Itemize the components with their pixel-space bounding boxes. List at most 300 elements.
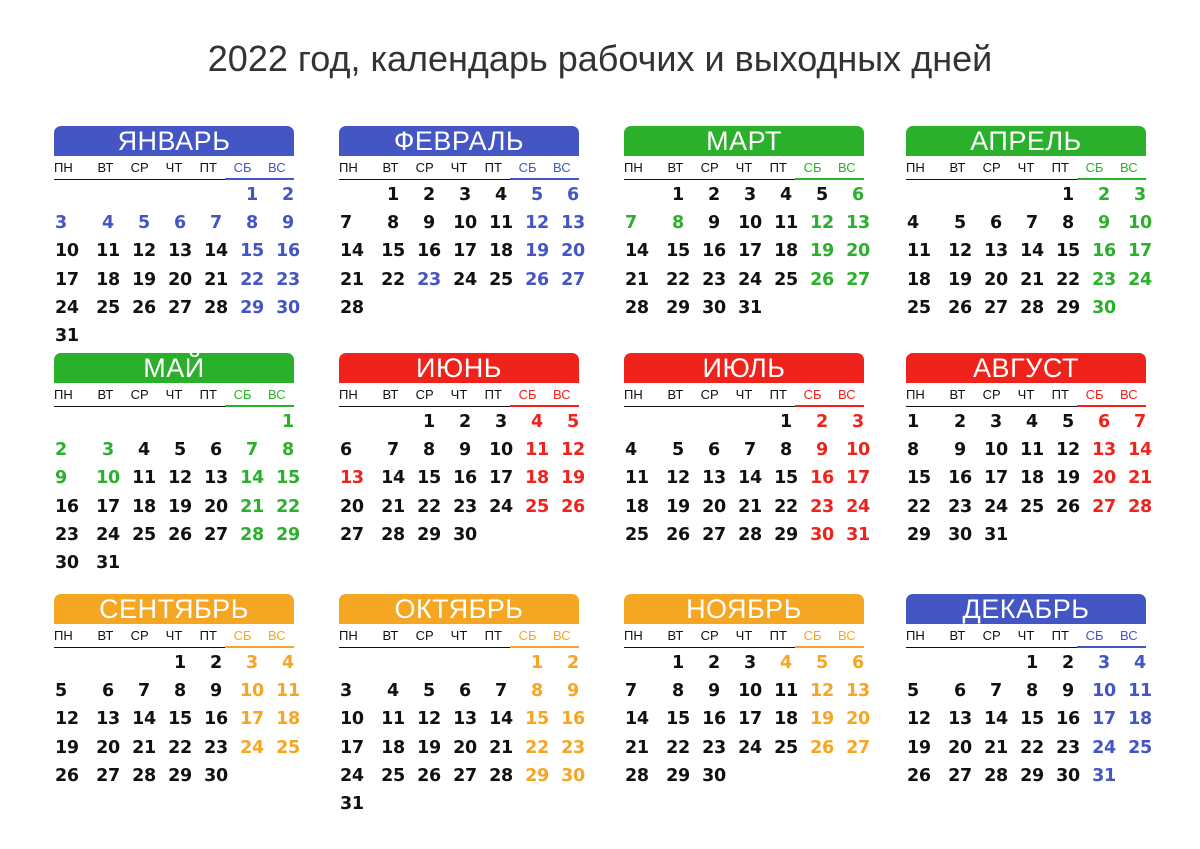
day-cell: 15 (417, 468, 441, 489)
weekday-label: СБ (510, 385, 544, 407)
day-cell: 4 (907, 213, 919, 234)
day-cell: 12 (561, 440, 585, 461)
day-cell: 23 (948, 496, 972, 517)
day-cell: 22 (774, 496, 798, 517)
day-cell: 12 (948, 241, 972, 262)
day-cell: 30 (276, 297, 300, 318)
empty-cell (339, 408, 375, 436)
weekday-label: ВТ (658, 626, 692, 648)
day-cell: 21 (625, 269, 649, 290)
empty-cell (54, 649, 90, 677)
empty-cell (375, 649, 411, 677)
weekday-label: ВТ (88, 158, 122, 180)
day-cell: 22 (381, 269, 405, 290)
day-cell: 15 (1020, 709, 1044, 730)
empty-cell (90, 649, 126, 677)
day-cell: 5 (531, 185, 543, 205)
weekday-label: ПТ (476, 385, 510, 407)
day-cell: 24 (489, 496, 513, 517)
day-cell: 19 (132, 269, 156, 290)
day-cell: 8 (780, 440, 792, 461)
day-cell: 2 (459, 412, 471, 432)
weekday-row (906, 385, 1146, 407)
day-cell: 23 (1056, 737, 1080, 758)
day-cell: 4 (282, 653, 294, 673)
days-grid (54, 181, 300, 350)
empty-cell (198, 181, 234, 209)
day-cell: 5 (174, 440, 186, 461)
day-cell: 25 (1020, 496, 1044, 517)
day-cell: 16 (561, 709, 585, 730)
day-cell: 17 (340, 737, 364, 758)
day-cell: 10 (340, 709, 364, 730)
day-cell: 14 (132, 709, 156, 730)
weekday-label: ВТ (88, 385, 122, 407)
day-cell: 26 (168, 524, 192, 545)
day-cell: 21 (738, 496, 762, 517)
day-cell: 20 (984, 269, 1008, 290)
day-cell: 22 (666, 737, 690, 758)
day-cell: 29 (907, 524, 931, 545)
day-cell: 28 (340, 297, 364, 318)
day-cell: 20 (702, 496, 726, 517)
days-grid (906, 649, 1152, 790)
day-cell: 1 (174, 653, 186, 673)
weekday-label: ЧТ (727, 385, 761, 407)
empty-cell (375, 408, 411, 436)
day-cell: 27 (340, 524, 364, 545)
day-cell: 1 (672, 653, 684, 673)
day-cell: 23 (276, 269, 300, 290)
day-cell: 17 (738, 709, 762, 730)
day-cell: 29 (240, 297, 264, 318)
day-cell: 28 (1128, 496, 1152, 517)
day-cell: 1 (246, 185, 258, 205)
weekday-label: СР (123, 626, 157, 648)
day-cell: 3 (102, 440, 114, 461)
day-cell: 13 (96, 709, 120, 730)
days-grid (54, 408, 300, 577)
day-cell: 18 (625, 496, 649, 517)
day-cell: 25 (525, 496, 549, 517)
day-cell: 24 (240, 737, 264, 758)
day-cell: 23 (1092, 269, 1116, 290)
day-cell: 22 (525, 737, 549, 758)
empty-cell (624, 408, 660, 436)
day-cell: 11 (625, 468, 649, 489)
day-cell: 18 (525, 468, 549, 489)
weekday-label: СБ (225, 385, 259, 407)
day-cell: 10 (738, 213, 762, 234)
day-cell: 7 (1026, 213, 1038, 234)
month-block (54, 594, 300, 790)
weekday-label: ПН (339, 158, 373, 180)
weekday-label: ВТ (658, 158, 692, 180)
weekday-row (54, 385, 294, 407)
month-block (624, 353, 870, 549)
empty-cell (54, 408, 90, 436)
weekday-label: ВС (545, 626, 579, 648)
day-cell: 20 (96, 737, 120, 758)
month-header: ОКТЯБРЬ (339, 594, 579, 624)
day-cell: 5 (567, 412, 579, 432)
day-cell: 2 (1098, 185, 1110, 205)
day-cell: 21 (204, 269, 228, 290)
weekday-row (624, 385, 864, 407)
day-cell: 9 (567, 681, 579, 702)
day-cell: 24 (453, 269, 477, 290)
weekday-label: СБ (225, 158, 259, 180)
day-cell: 20 (948, 737, 972, 758)
day-cell: 7 (625, 213, 637, 234)
day-cell: 26 (810, 269, 834, 290)
weekday-label: ПТ (1043, 385, 1077, 407)
day-cell: 27 (204, 524, 228, 545)
day-cell: 19 (948, 269, 972, 290)
empty-cell (447, 649, 483, 677)
day-cell: 16 (55, 496, 79, 517)
day-cell: 9 (423, 213, 435, 234)
weekday-label: СБ (1077, 626, 1111, 648)
day-cell: 8 (672, 681, 684, 702)
day-cell: 25 (96, 297, 120, 318)
weekday-row (624, 626, 864, 648)
weekday-row (54, 626, 294, 648)
weekday-label: СБ (795, 158, 829, 180)
weekday-label: ПТ (476, 626, 510, 648)
day-cell: 1 (780, 412, 792, 432)
month-block (906, 126, 1152, 322)
day-cell: 9 (282, 213, 294, 234)
weekday-label: ВС (545, 385, 579, 407)
day-cell: 2 (954, 412, 966, 432)
day-cell: 22 (907, 496, 931, 517)
day-cell: 13 (702, 468, 726, 489)
day-cell: 7 (744, 440, 756, 461)
day-cell: 5 (954, 213, 966, 234)
day-cell: 11 (774, 213, 798, 234)
day-cell: 26 (561, 496, 585, 517)
weekday-label: ЧТ (442, 385, 476, 407)
empty-cell (732, 408, 768, 436)
day-cell: 11 (525, 440, 549, 461)
day-cell: 18 (132, 496, 156, 517)
day-cell: 25 (1128, 737, 1152, 758)
day-cell: 29 (276, 524, 300, 545)
weekday-label: ВС (1112, 626, 1146, 648)
day-cell: 6 (1098, 412, 1110, 432)
day-cell: 6 (210, 440, 222, 461)
day-cell: 4 (495, 185, 507, 205)
day-cell: 21 (1020, 269, 1044, 290)
day-cell: 16 (1092, 241, 1116, 262)
day-cell: 30 (55, 552, 79, 573)
weekday-label: СР (123, 385, 157, 407)
weekday-label: СР (693, 385, 727, 407)
day-cell: 27 (702, 524, 726, 545)
day-cell: 3 (990, 412, 1002, 432)
month-header: НОЯБРЬ (624, 594, 864, 624)
day-cell: 22 (417, 496, 441, 517)
day-cell: 30 (204, 765, 228, 786)
weekday-label: ПТ (761, 385, 795, 407)
empty-cell (126, 649, 162, 677)
day-cell: 9 (1098, 213, 1110, 234)
day-cell: 31 (1092, 765, 1116, 786)
empty-cell (1014, 181, 1050, 209)
day-cell: 18 (381, 737, 405, 758)
weekday-label: ПН (624, 158, 658, 180)
day-cell: 17 (1128, 241, 1152, 262)
day-cell: 18 (907, 269, 931, 290)
day-cell: 24 (846, 496, 870, 517)
weekday-label: ПН (906, 158, 940, 180)
weekday-label: ПТ (1043, 158, 1077, 180)
day-cell: 26 (55, 765, 79, 786)
day-cell: 4 (1134, 653, 1146, 673)
day-cell: 16 (453, 468, 477, 489)
month-header: МАРТ (624, 126, 864, 156)
day-cell: 12 (417, 709, 441, 730)
day-cell: 21 (625, 737, 649, 758)
day-cell: 31 (738, 297, 762, 318)
weekday-row (339, 385, 579, 407)
day-cell: 12 (525, 213, 549, 234)
day-cell: 15 (1056, 241, 1080, 262)
weekday-label: ПТ (761, 626, 795, 648)
weekday-label: СБ (510, 158, 544, 180)
month-block (339, 353, 585, 549)
day-cell: 12 (132, 241, 156, 262)
weekday-label: ВТ (940, 158, 974, 180)
weekday-label: ПТ (191, 626, 225, 648)
weekday-label: СБ (510, 626, 544, 648)
empty-cell (978, 181, 1014, 209)
day-cell: 15 (666, 241, 690, 262)
empty-cell (90, 408, 126, 436)
day-cell: 10 (846, 440, 870, 461)
month-header: АВГУСТ (906, 353, 1146, 383)
day-cell: 18 (774, 709, 798, 730)
day-cell: 22 (666, 269, 690, 290)
day-cell: 19 (525, 241, 549, 262)
empty-cell (54, 181, 90, 209)
day-cell: 3 (1134, 185, 1146, 205)
day-cell: 7 (340, 213, 352, 234)
weekday-label: ВТ (373, 385, 407, 407)
weekday-label: ЧТ (157, 385, 191, 407)
day-cell: 14 (240, 468, 264, 489)
day-cell: 18 (96, 269, 120, 290)
day-cell: 16 (276, 241, 300, 262)
day-cell: 5 (55, 681, 67, 702)
day-cell: 23 (55, 524, 79, 545)
day-cell: 19 (1056, 468, 1080, 489)
weekday-label: ЧТ (727, 626, 761, 648)
month-block (624, 126, 870, 322)
day-cell: 16 (702, 241, 726, 262)
day-cell: 13 (1092, 440, 1116, 461)
day-cell: 13 (340, 468, 364, 489)
weekday-label: ПН (339, 626, 373, 648)
empty-cell (411, 649, 447, 677)
day-cell: 24 (340, 765, 364, 786)
weekday-label: ВС (260, 158, 294, 180)
day-cell: 28 (240, 524, 264, 545)
day-cell: 27 (984, 297, 1008, 318)
day-cell: 5 (672, 440, 684, 461)
weekday-label: СБ (795, 385, 829, 407)
weekday-label: ПН (906, 385, 940, 407)
day-cell: 15 (276, 468, 300, 489)
day-cell: 25 (907, 297, 931, 318)
day-cell: 14 (625, 241, 649, 262)
day-cell: 4 (780, 653, 792, 673)
weekday-label: ЧТ (1009, 385, 1043, 407)
day-cell: 28 (984, 765, 1008, 786)
weekday-label: СБ (225, 626, 259, 648)
day-cell: 17 (846, 468, 870, 489)
day-cell: 31 (846, 524, 870, 545)
day-cell: 28 (381, 524, 405, 545)
day-cell: 9 (459, 440, 471, 461)
day-cell: 1 (1062, 185, 1074, 205)
day-cell: 19 (417, 737, 441, 758)
day-cell: 2 (708, 185, 720, 205)
weekday-row (906, 626, 1146, 648)
day-cell: 13 (561, 213, 585, 234)
weekday-label: ВТ (658, 385, 692, 407)
day-cell: 28 (625, 765, 649, 786)
weekday-label: ПТ (191, 158, 225, 180)
day-cell: 4 (531, 412, 543, 432)
day-cell: 13 (846, 213, 870, 234)
day-cell: 11 (381, 709, 405, 730)
day-cell: 14 (984, 709, 1008, 730)
day-cell: 12 (55, 709, 79, 730)
day-cell: 3 (1098, 653, 1110, 673)
day-cell: 1 (423, 412, 435, 432)
day-cell: 2 (210, 653, 222, 673)
day-cell: 2 (708, 653, 720, 673)
day-cell: 13 (204, 468, 228, 489)
weekday-label: ПН (54, 158, 88, 180)
day-cell: 25 (625, 524, 649, 545)
day-cell: 19 (666, 496, 690, 517)
weekday-label: ЧТ (157, 626, 191, 648)
days-grid (906, 408, 1152, 549)
weekday-label: ВТ (940, 626, 974, 648)
weekday-label: ПТ (191, 385, 225, 407)
day-cell: 10 (984, 440, 1008, 461)
days-grid (906, 181, 1152, 322)
day-cell: 25 (132, 524, 156, 545)
day-cell: 30 (453, 524, 477, 545)
day-cell: 4 (387, 681, 399, 702)
day-cell: 19 (810, 709, 834, 730)
day-cell: 7 (625, 681, 637, 702)
day-cell: 26 (907, 765, 931, 786)
month-block (54, 353, 300, 577)
day-cell: 17 (55, 269, 79, 290)
day-cell: 3 (246, 653, 258, 673)
day-cell: 8 (282, 440, 294, 461)
day-cell: 20 (340, 496, 364, 517)
weekday-label: ПН (54, 385, 88, 407)
day-cell: 11 (1020, 440, 1044, 461)
day-cell: 11 (774, 681, 798, 702)
days-grid (339, 181, 585, 322)
weekday-label: ВС (1112, 385, 1146, 407)
day-cell: 2 (567, 653, 579, 673)
day-cell: 26 (810, 737, 834, 758)
weekday-row (906, 158, 1146, 180)
days-grid (54, 649, 300, 790)
day-cell: 14 (1020, 241, 1044, 262)
day-cell: 28 (738, 524, 762, 545)
day-cell: 16 (204, 709, 228, 730)
day-cell: 20 (846, 709, 870, 730)
weekday-label: СР (123, 158, 157, 180)
empty-cell (483, 649, 519, 677)
day-cell: 17 (1092, 709, 1116, 730)
day-cell: 25 (774, 269, 798, 290)
weekday-label: ПН (624, 626, 658, 648)
day-cell: 21 (984, 737, 1008, 758)
day-cell: 29 (666, 297, 690, 318)
day-cell: 9 (708, 681, 720, 702)
empty-cell (126, 181, 162, 209)
day-cell: 12 (1056, 440, 1080, 461)
weekday-label: ВС (830, 385, 864, 407)
empty-cell (906, 181, 942, 209)
day-cell: 30 (702, 297, 726, 318)
day-cell: 14 (204, 241, 228, 262)
day-cell: 6 (852, 653, 864, 673)
day-cell: 29 (168, 765, 192, 786)
day-cell: 6 (567, 185, 579, 205)
empty-cell (978, 649, 1014, 677)
days-grid (624, 408, 870, 549)
weekday-label: СР (975, 626, 1009, 648)
day-cell: 4 (780, 185, 792, 205)
day-cell: 15 (907, 468, 931, 489)
day-cell: 27 (561, 269, 585, 290)
month-block (906, 594, 1152, 790)
day-cell: 11 (907, 241, 931, 262)
day-cell: 27 (96, 765, 120, 786)
day-cell: 7 (495, 681, 507, 702)
day-cell: 28 (625, 297, 649, 318)
day-cell: 26 (132, 297, 156, 318)
day-cell: 12 (810, 681, 834, 702)
day-cell: 7 (138, 681, 150, 702)
days-grid (624, 649, 870, 790)
day-cell: 21 (240, 496, 264, 517)
day-cell: 20 (846, 241, 870, 262)
day-cell: 7 (210, 213, 222, 234)
weekday-label: СБ (1077, 158, 1111, 180)
weekday-label: ЧТ (1009, 158, 1043, 180)
day-cell: 27 (168, 297, 192, 318)
day-cell: 21 (1128, 468, 1152, 489)
day-cell: 12 (810, 213, 834, 234)
day-cell: 17 (453, 241, 477, 262)
month-block (339, 126, 585, 322)
day-cell: 4 (1026, 412, 1038, 432)
day-cell: 12 (907, 709, 931, 730)
day-cell: 29 (1056, 297, 1080, 318)
